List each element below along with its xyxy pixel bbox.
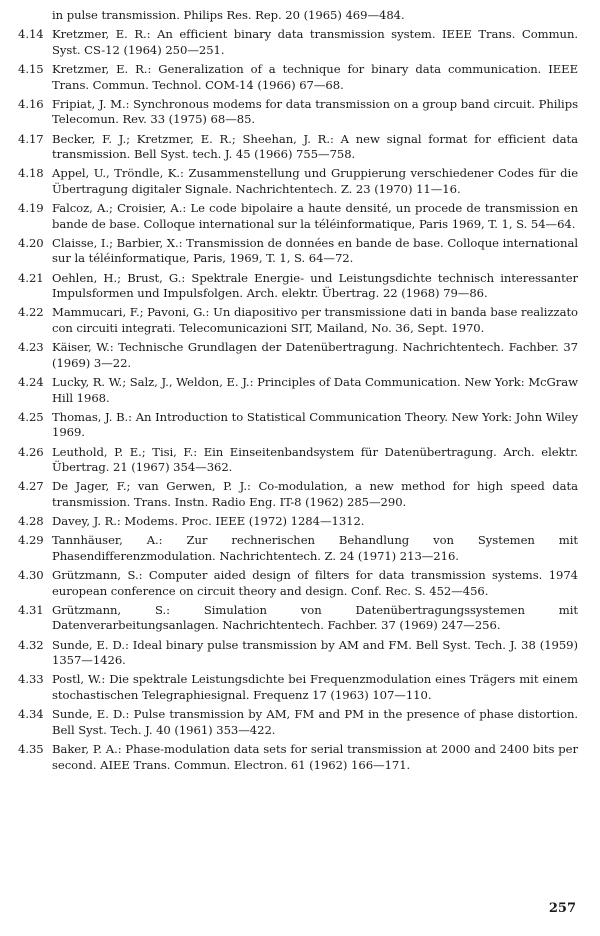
- reference-list: [18, 27, 578, 773]
- reference-number: 4.35: [18, 742, 44, 756]
- reference-text: Tannhäuser, A.: Zur rechnerischen Behandlung von Systemen mit Phasendifferenzmodulation. Nachrichtentech. Z. 24 (1971) 213—216.: [52, 533, 578, 563]
- reference-continuation: [18, 8, 578, 24]
- reference-entry: [18, 236, 578, 267]
- reference-number: 4.22: [18, 305, 44, 320]
- reference-entry: [18, 533, 578, 564]
- reference-number: 4.23: [18, 340, 44, 355]
- reference-number: 4.15: [18, 61, 44, 76]
- reference-entry: [18, 132, 578, 163]
- reference-number: 4.30: [18, 568, 44, 583]
- reference-text: Falcoz, A.; Croisier, A.: Le code bipolaire a haute densité, un procede de transmission en bande de base. Colloque international sur la téléinformatique, Paris 1969, T. 1, S. 54—64.: [52, 201, 578, 231]
- reference-entry: [18, 707, 578, 738]
- reference-number: 4.34: [18, 707, 44, 722]
- reference-text: Postl, W.: Die spektrale Leistungsdichte bei Frequenzmodulation eines Trägers mit einem stochastischen Telegraphiesignal. Frequenz 17 (1963) 107—110.: [52, 672, 578, 703]
- reference-entry: [18, 62, 578, 93]
- reference-entry: [18, 568, 578, 599]
- reference-number: 4.32: [18, 637, 44, 652]
- reference-text: Sunde, E. D.: Pulse transmission by AM, FM and PM in the presence of phase distortion. Bell Syst. Tech. J. 40 (1961) 353—422.: [52, 707, 578, 737]
- reference-number: 4.18: [18, 166, 44, 181]
- reference-number: 4.28: [18, 514, 44, 529]
- reference-text: Davey, J. R.: Modems. Proc. IEEE (1972) 1284—1312.: [52, 514, 365, 529]
- reference-text: Lucky, R. W.; Salz, J., Weldon, E. J.: Principles of Data Communication. New York: McGraw Hill 1968.: [52, 375, 578, 405]
- reference-entry: [18, 271, 578, 302]
- reference-entry: [18, 445, 578, 476]
- reference-entry: [18, 638, 578, 669]
- reference-number: 4.33: [18, 672, 44, 687]
- reference-text: Mammucari, F.; Pavoni, G.: Un diapositivo per transmissione dati in banda base realizzato con circuiti integrati. Telecomunicazioni SIT, Mailand, No. 36, Sept. 1970.: [52, 305, 578, 336]
- reference-text: Kretzmer, E. R.: Generalization of a technique for binary data communication. IEEE Trans. Commun. Technol. COM-14 (1966) 67—68.: [52, 61, 578, 92]
- reference-text: Thomas, J. B.: An Introduction to Statistical Communication Theory. New York: John Wiley 1969.: [52, 409, 578, 440]
- reference-entry: [18, 514, 578, 530]
- reference-text: Fripiat, J. M.: Synchronous modems for data transmission on a group band circuit. Philips Telecomun. Rev. 33 (1975) 68—85.: [52, 96, 578, 127]
- reference-text: Kretzmer, E. R.: An efficient binary data transmission system. IEEE Trans. Commun. Syst. CS-12 (1964) 250—251.: [52, 27, 578, 57]
- reference-text: Baker, P. A.: Phase-modulation data sets for serial transmission at 2000 and 2400 bits per second. AIEE Trans. Commun. Electron. 61 (1962) 166—171.: [52, 742, 578, 772]
- reference-text: Leuthold, P. E.; Tisi, F.: Ein Einseitenbandsystem für Datenübertragung. Arch. elektr. Übertrag. 21 (1967) 354—362.: [52, 444, 578, 475]
- reference-number: 4.24: [18, 375, 44, 389]
- reference-entry: [18, 166, 578, 197]
- reference-entry: [18, 742, 578, 773]
- reference-entry: [18, 375, 578, 406]
- reference-entry: [18, 27, 578, 58]
- reference-entry: [18, 340, 578, 371]
- reference-number: 4.14: [18, 27, 44, 42]
- reference-text: Oehlen, H.; Brust, G.: Spektrale Energie- und Leistungsdichte technisch interessanter Impulsformen und Impulsfolgen. Arch. elektr. Übertrag. 22 (1968) 79—86.: [52, 270, 578, 301]
- reference-text: in pulse transmission. Philips Res. Rep. 20 (1965) 469—484.: [52, 8, 405, 22]
- reference-entry: [18, 479, 578, 510]
- reference-text: Claisse, I.; Barbier, X.: Transmission de données en bande de base. Colloque international sur la téléinformatique, Paris, 1969, T. 1, S. 64—72.: [52, 235, 578, 266]
- reference-number: 4.20: [18, 235, 44, 250]
- reference-number: 4.17: [18, 131, 44, 146]
- reference-number: 4.25: [18, 409, 44, 424]
- reference-number: 4.21: [18, 270, 44, 285]
- reference-text: Käiser, W.: Technische Grundlagen der Datenübertragung. Nachrichtentech. Fachber. 37 (1969) 3—22.: [52, 340, 578, 370]
- reference-text: Grützmann, S.: Simulation von Datenübertragungssystemen mit Datenverarbeitungsanlagen. Nachrichtentech. Fachber. 37 (1969) 247—256.: [52, 602, 578, 633]
- reference-number: 4.19: [18, 201, 44, 216]
- reference-entry: [18, 410, 578, 441]
- reference-text: Becker, F. J.; Kretzmer, E. R.; Sheehan, J. R.: A new signal format for efficient data transmission. Bell Syst. tech. J. 45 (1966) 755—758.: [52, 131, 578, 162]
- reference-number: 4.29: [18, 533, 44, 548]
- reference-text: Grützmann, S.: Computer aided design of filters for data transmission systems. 1974 european conference on circuit theory and design. Conf. Rec. S. 452—456.: [52, 568, 578, 598]
- reference-text: De Jager, F.; van Gerwen, P. J.: Co-modulation, a new method for high speed data transmission. Trans. Instn. Radio Eng. IT-8 (1962) 285—290.: [52, 479, 578, 509]
- reference-number: 4.27: [18, 479, 44, 494]
- page-number: 257: [548, 901, 576, 916]
- reference-number: 4.16: [18, 96, 44, 111]
- reference-entry: [18, 201, 578, 232]
- reference-entry: [18, 97, 578, 128]
- reference-entry: [18, 672, 578, 703]
- reference-entry: [18, 603, 578, 634]
- reference-number: 4.26: [18, 444, 44, 459]
- reference-text: Appel, U., Tröndle, K.: Zusammenstellung und Gruppierung verschiedener Codes für die Übertragung digitaler Signale. Nachrichtentech. Z. 23 (1970) 11—16.: [52, 166, 578, 196]
- reference-entry: [18, 305, 578, 336]
- reference-text: Sunde, E. D.: Ideal binary pulse transmission by AM and FM. Bell Syst. Tech. J. 38 (1959) 1357—1426.: [52, 637, 578, 668]
- reference-number: 4.31: [18, 602, 44, 617]
